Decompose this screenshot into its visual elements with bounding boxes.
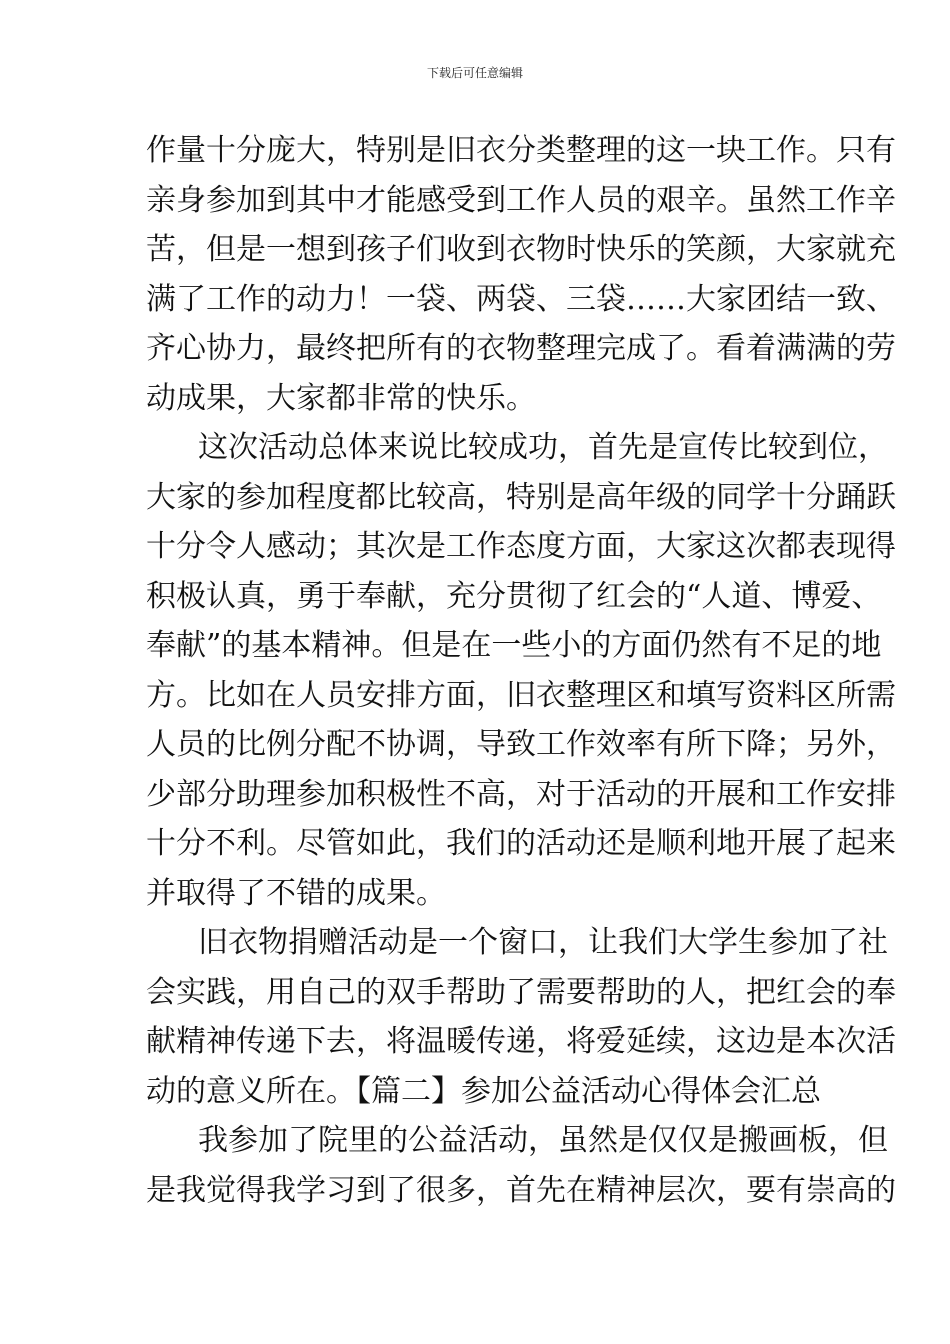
text-line: 我参加了院里的公益活动，虽然是仅仅是搬画板，但 <box>198 1123 888 1158</box>
text-line: 奉献”的基本精神。但是在一些小的方面仍然有不足的地 <box>146 628 882 663</box>
paragraph-2 <box>146 423 896 918</box>
text-line: 亲身参加到其中才能感受到工作人员的艰辛。虽然工作辛 <box>146 182 896 218</box>
text-line: 大家的参加程度都比较高，特别是高年级的同学十分踊跃 <box>146 479 896 515</box>
paragraph-3 <box>146 918 896 1116</box>
text-line: 这次活动总体来说比较成功，首先是宣传比较到位， <box>198 430 888 465</box>
text-line: 满了工作的动力！一袋、两袋、三袋……大家团结一致、 <box>146 281 896 317</box>
text-line: 积极认真，勇于奉献，充分贯彻了红会的“人道、博爱、 <box>146 578 882 614</box>
text-line: 并取得了不错的成果。 <box>146 875 446 911</box>
paragraph-1 <box>146 126 896 423</box>
text-line: 旧衣物捐赠活动是一个窗口，让我们大学生参加了社 <box>198 925 888 960</box>
paragraph-4 <box>146 1116 896 1215</box>
text-line: 是我觉得我学习到了很多，首先在精神层次，要有崇高的 <box>146 1172 896 1208</box>
text-line: 方。比如在人员安排方面，旧衣整理区和填写资料区所需 <box>146 677 896 713</box>
text-line: 动的意义所在。【篇二】参加公益活动心得体会汇总 <box>146 1073 821 1109</box>
text-line: 作量十分庞大，特别是旧衣分类整理的这一块工作。只有 <box>146 133 896 168</box>
text-line: 苦，但是一想到孩子们收到衣物时快乐的笑颜，大家就充 <box>146 232 896 267</box>
text-line: 人员的比例分配不协调，导致工作效率有所下降；另外， <box>146 727 896 762</box>
text-line: 十分令人感动；其次是工作态度方面，大家这次都表现得 <box>146 529 896 564</box>
document-body <box>146 126 896 1215</box>
text-line: 少部分助理参加积极性不高，对于活动的开展和工作安排 <box>146 776 896 812</box>
text-line: 献精神传递下去，将温暖传递，将爱延续，这边是本次活 <box>146 1024 896 1059</box>
text-line: 动成果，大家都非常的快乐。 <box>146 380 536 416</box>
page-header-note: 下载后可任意编辑 <box>426 66 523 80</box>
text-line: 会实践，用自己的双手帮助了需要帮助的人，把红会的奉 <box>146 974 896 1010</box>
text-line: 齐心协力，最终把所有的衣物整理完成了。看着满满的劳 <box>146 331 896 366</box>
text-line: 十分不利。尽管如此，我们的活动还是顺利地开展了起来 <box>146 826 896 861</box>
